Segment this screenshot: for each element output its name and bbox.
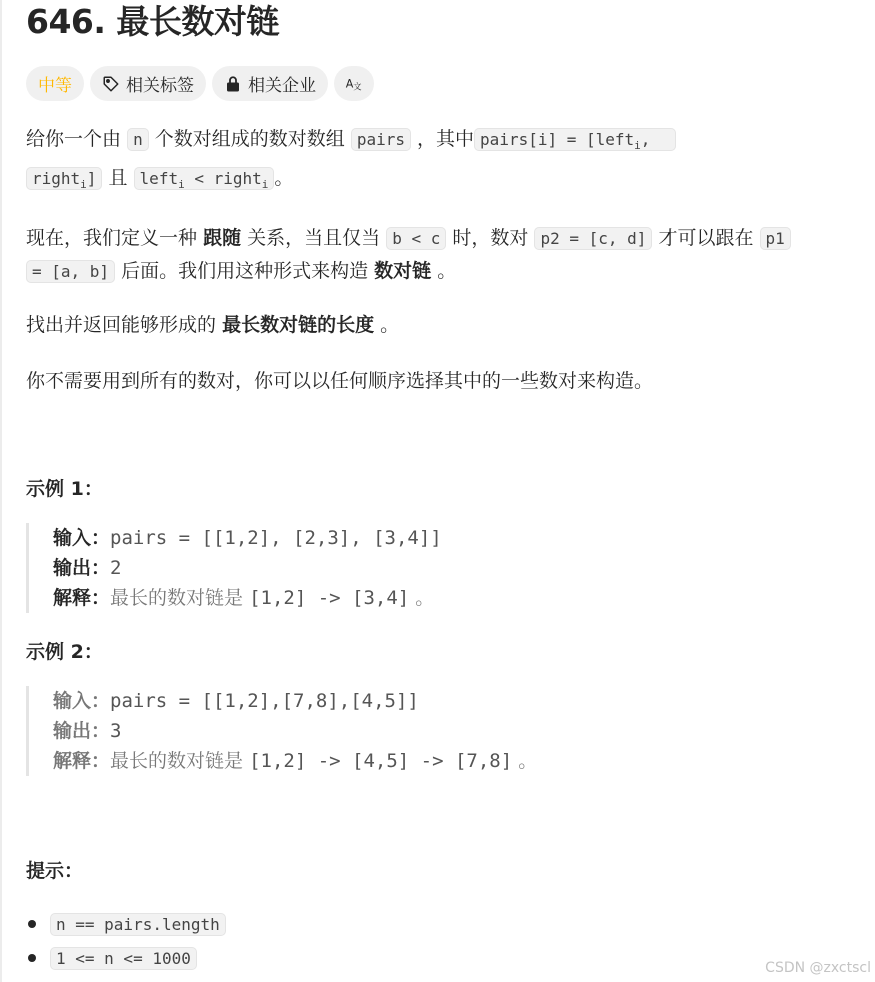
related-companies-label: 相关企业 xyxy=(248,76,316,96)
left-divider xyxy=(0,0,2,982)
example-1-block xyxy=(26,523,866,613)
inline-code: p1 xyxy=(760,227,791,250)
tag-row xyxy=(26,66,866,101)
example-1-explanation: 解释：最长的数对链是 [1,2] -> [3,4] 。 xyxy=(53,587,435,610)
list-item xyxy=(26,941,866,975)
lock-icon xyxy=(224,75,242,93)
inline-code: b < c xyxy=(386,227,446,250)
example-2-explanation: 解释：最长的数对链是 [1,2] -> [4,5] -> [7,8] 。 xyxy=(53,750,538,773)
inline-code: p2 = [c, d] xyxy=(534,227,652,250)
tag-icon xyxy=(102,75,120,93)
example-2-output: 输出：3 xyxy=(53,720,122,743)
problem-content xyxy=(26,0,866,975)
related-tags-label: 相关标签 xyxy=(126,76,194,96)
inline-code: left$_i$ < right$_i$ xyxy=(134,167,275,190)
description-paragraph-2: 现在，我们定义一种 跟随 关系，当且仅当 b < c 时，数对 p2 = [c, d] 才可以跟在 p1 = [a, b] 后面。我们用这种形式来构造 数对链 。 xyxy=(26,222,866,288)
inline-code: n xyxy=(127,128,149,151)
bullet-icon xyxy=(28,954,36,962)
translate-icon xyxy=(345,75,363,93)
inline-code: right$_i$] xyxy=(26,167,102,190)
example-2-block xyxy=(26,686,866,776)
svg-text:A: A xyxy=(345,76,354,90)
inline-code: pairs[i] = [left$_i$, xyxy=(474,128,676,151)
constraints-title: 提示： xyxy=(26,860,84,883)
inline-code: = [a, b] xyxy=(26,260,115,283)
description-paragraph-4: 你不需要用到所有的数对，你可以以任何顺序选择其中的一些数对来构造。 xyxy=(26,370,654,393)
example-1-output: 输出：2 xyxy=(53,557,122,580)
inline-code: pairs xyxy=(351,128,411,151)
inline-code: 1 <= n <= 1000 xyxy=(50,947,197,970)
difficulty-badge[interactable]: 中等 xyxy=(26,66,84,101)
problem-title: 646. 最长数对链 xyxy=(26,2,279,41)
example-2-title: 示例 2： xyxy=(26,641,103,664)
bullet-icon xyxy=(28,920,36,928)
list-item xyxy=(26,907,866,941)
watermark: CSDN @zxctscl xyxy=(765,960,871,976)
svg-text:文: 文 xyxy=(353,81,362,92)
example-1-title: 示例 1： xyxy=(26,478,103,501)
description-paragraph-1: 给你一个由 n 个数对组成的数对数组 pairs ，其中 pairs[i] = [left$_i$, right$_i$] 且 left$_i$ < right$_i$ 。 xyxy=(26,123,866,201)
example-2-input: 输入：pairs = [[1,2],[7,8],[4,5]] xyxy=(53,690,419,713)
example-1-input: 输入：pairs = [[1,2], [2,3], [3,4]] xyxy=(53,527,442,550)
translate-button[interactable] xyxy=(334,66,374,101)
related-tags-button[interactable] xyxy=(90,66,206,101)
description-paragraph-3: 找出并返回能够形成的 最长数对链的长度 。 xyxy=(26,314,400,337)
related-companies-button[interactable] xyxy=(212,66,328,101)
constraints-list xyxy=(26,907,866,975)
inline-code: n == pairs.length xyxy=(50,913,226,936)
